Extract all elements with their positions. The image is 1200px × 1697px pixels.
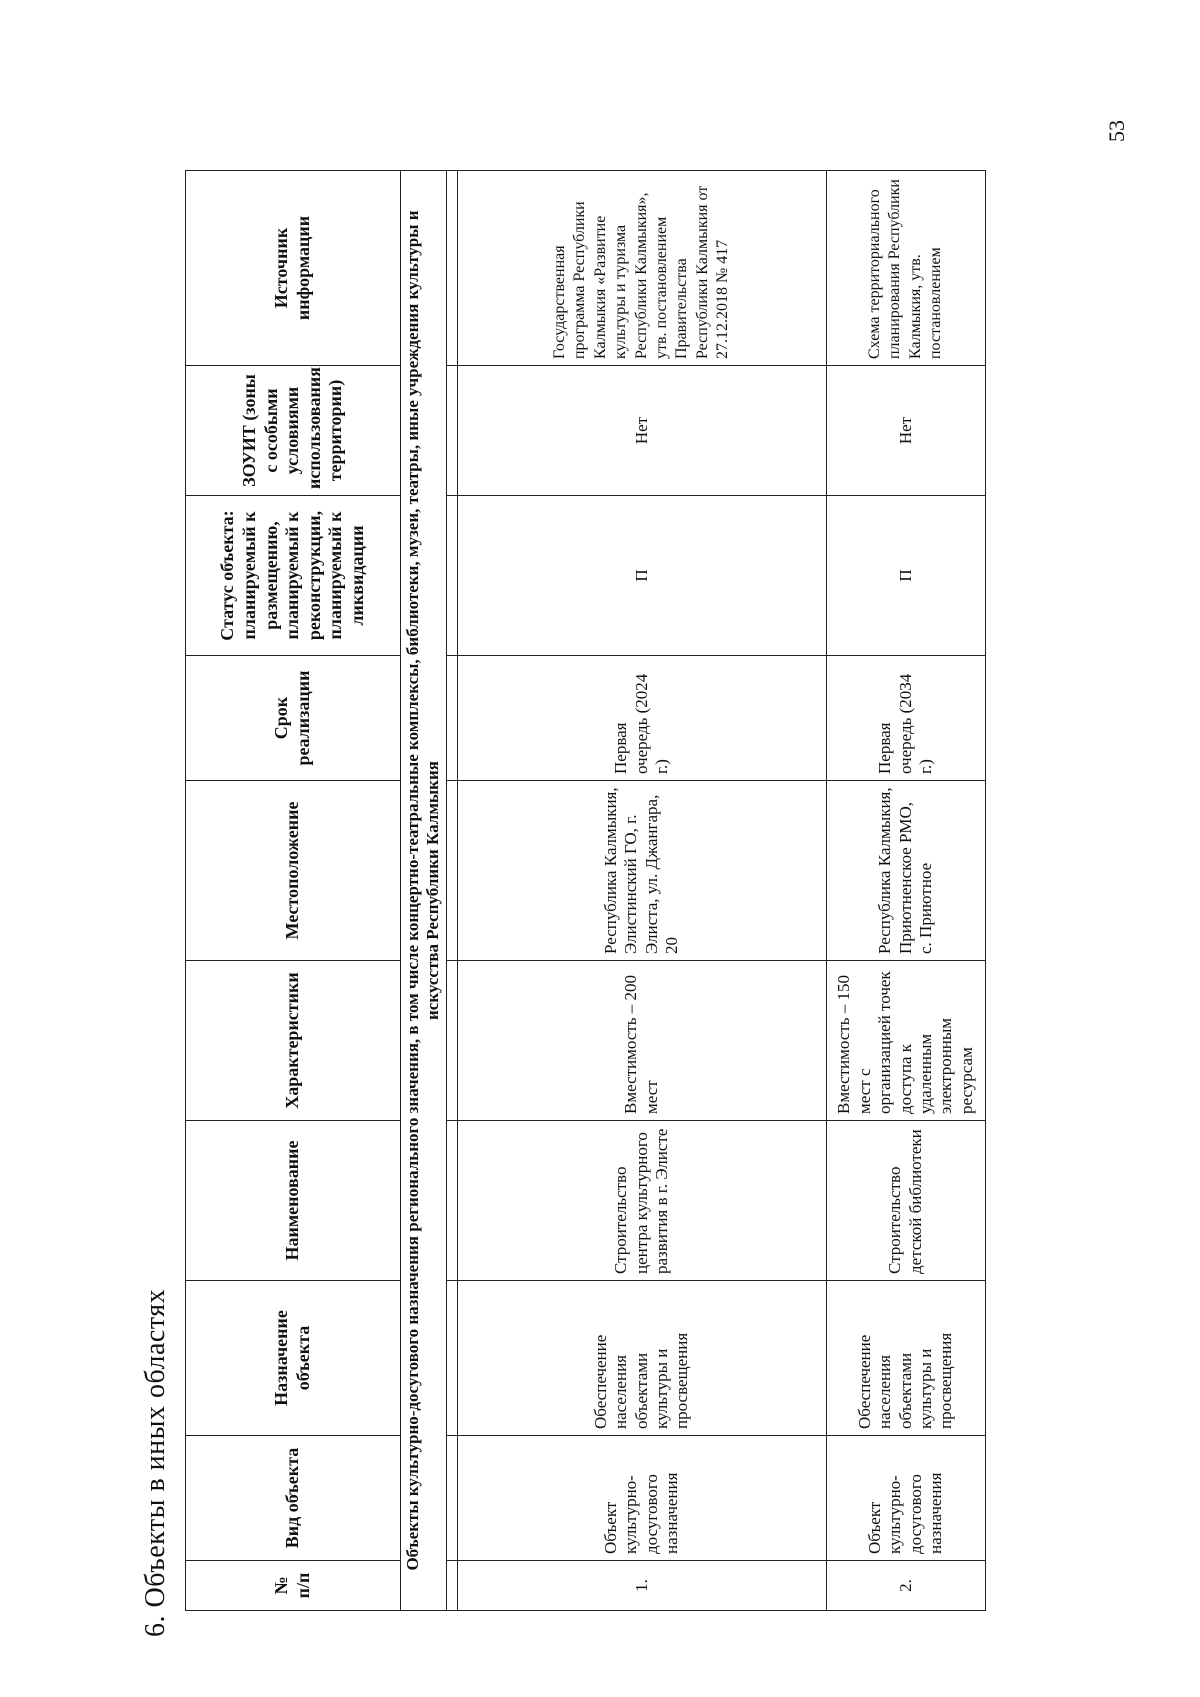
header-term: Срок реализации (186, 656, 401, 781)
cell-term: Первая очередь (2024 г.) (457, 656, 826, 781)
header-zouit: ЗОУИТ (зоны с особыми условиями использования территории) (186, 366, 401, 496)
cell-zouit: Нет (457, 366, 826, 496)
table-row (826, 171, 985, 1611)
cell-num: 2. (826, 1561, 985, 1611)
cell-status: П (457, 496, 826, 656)
cell-source: Государственная программа Республики Калмыкия «Развитие культуры и туризма Республики Калмыкия», утв. постановлением Правительства Республики Калмыкия от 27.12.2018 № 417 (457, 171, 826, 366)
header-characteristics: Характеристики (186, 961, 401, 1121)
cell-num: 1. (457, 1561, 826, 1611)
table-header-row (186, 171, 401, 1611)
header-status: Статус объекта: планируемый к размещению, планируемый к реконструкции, планируемый к ликвидации (186, 496, 401, 656)
cell-status: П (826, 496, 985, 656)
header-type: Вид объекта (186, 1436, 401, 1561)
cell-location: Республика Калмыкия, Приютненское РМО, с. Приютное (826, 781, 985, 961)
page-number: 53 (1104, 120, 1129, 142)
cell-purpose: Обеспечение населения объектами культуры и просвещения (826, 1281, 985, 1436)
cell-term: Первая очередь (2034 г.) (826, 656, 985, 781)
table-row (457, 171, 826, 1611)
header-num: № п/п (186, 1561, 401, 1611)
rotated-page-content (0, 152, 1200, 1697)
cell-name: Строительство детской библиотеки (826, 1121, 985, 1281)
cell-location: Республика Калмыкия, Элистинский ГО, г. Элиста, ул. Джангара, 20 (457, 781, 826, 961)
header-name: Наименование (186, 1121, 401, 1281)
cell-zouit: Нет (826, 366, 985, 496)
cell-characteristics: Вместимость – 200 мест (457, 961, 826, 1121)
cell-name: Строительство центра культурного развития в г. Элисте (457, 1121, 826, 1281)
cell-type: Объект культурно-досугового назначения (826, 1436, 985, 1561)
cell-type: Объект культурно-досугового назначения (457, 1436, 826, 1561)
header-location: Местоположение (186, 781, 401, 961)
header-source: Источник информации (186, 171, 401, 366)
group-row (401, 171, 447, 1611)
cell-characteristics: Вместимость – 150 мест с организацией точек доступа к удаленным электронным ресурсам (826, 961, 985, 1121)
cell-purpose: Обеспечение населения объектами культуры и просвещения (457, 1281, 826, 1436)
objects-table (185, 170, 986, 1611)
header-purpose: Назначение объекта (186, 1281, 401, 1436)
cell-source: Схема территориального планирования Республики Калмыкия, утв. постановлением (826, 171, 985, 366)
group-title: Объекты культурно-досугового назначения регионального значения, в том числе концертно-театральные комплексы, библиотеки, музеи, театры, иные учреждения культуры и искусства Республики Калмыкия (401, 171, 447, 1611)
spacer-row (446, 171, 457, 1611)
section-title: 6. Объекты в иных областях (140, 1288, 171, 1637)
